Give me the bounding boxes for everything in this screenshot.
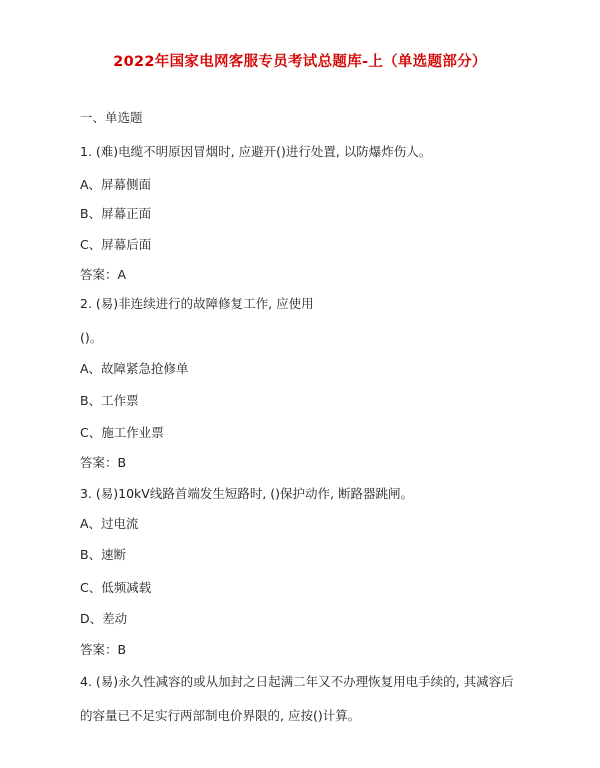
question-4-stem: 4. (易)永久性减容的或从加封之日起满二年又不办理恢复用电手续的, 其减容后 <box>80 674 514 689</box>
question-2-option-a: A、故障紧急抢修单 <box>80 361 189 376</box>
question-3-option-a: A、过电流 <box>80 516 139 531</box>
question-2-option-c: C、施工作业票 <box>80 425 164 440</box>
question-3-stem: 3. (易)10kV线路首端发生短路时, ()保护动作, 断路器跳闸。 <box>80 486 413 501</box>
question-2-option-b: B、工作票 <box>80 393 139 408</box>
question-1-option-b: B、屏幕正面 <box>80 206 152 221</box>
question-2-stem: 2. (易)非连续进行的故障修复工作, 应使用 <box>80 296 314 311</box>
document-title: 2022年国家电网客服专员考试总题库-上（单选题部分） <box>113 54 487 70</box>
question-3-answer: 答案：B <box>80 642 127 657</box>
question-3-option-c: C、低频减载 <box>80 580 152 595</box>
question-2-answer: 答案：B <box>80 455 127 470</box>
section-heading: 一、单选题 <box>80 110 143 125</box>
question-1-option-c: C、屏幕后面 <box>80 237 152 252</box>
question-1-stem: 1. (难)电缆不明原因冒烟时, 应避开()进行处置, 以防爆炸伤人。 <box>80 144 432 159</box>
question-3-option-b: B、速断 <box>80 547 127 562</box>
question-1-answer: 答案：A <box>80 267 127 282</box>
question-2-stem-continuation: ()。 <box>80 330 103 345</box>
question-4-stem-continuation: 的容量已不足实行两部制电价界限的, 应按()计算。 <box>80 708 361 723</box>
question-3-option-d: D、差动 <box>80 611 128 626</box>
question-1-option-a: A、屏幕侧面 <box>80 177 152 192</box>
